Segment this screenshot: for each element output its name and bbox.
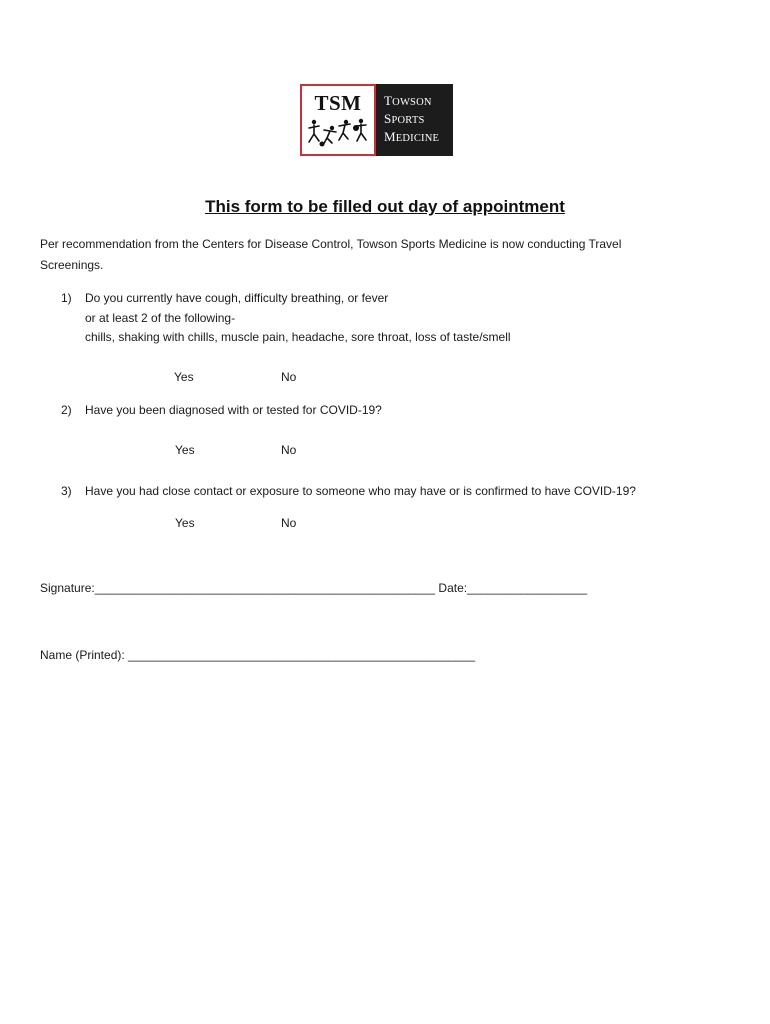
question-1-line-2: or at least 2 of the following-	[85, 311, 236, 325]
question-1-line-3: chills, shaking with chills, muscle pain, headache, sore throat, loss of taste/smell	[85, 330, 511, 344]
question-2-number: 2)	[61, 403, 72, 417]
logo-line-sports: SPORTS	[384, 111, 425, 126]
form-title: This form to be filled out day of appointment	[205, 197, 565, 216]
question-3-no-option[interactable]: No	[281, 516, 297, 530]
question-3-yes-option[interactable]: Yes	[175, 516, 195, 530]
logo-emblem	[300, 84, 376, 156]
logo-line-medicine: MEDICINE	[384, 129, 440, 144]
signature-date-line[interactable]: Signature:___________________________________________________ Date:__________________	[40, 581, 588, 595]
name-printed-line[interactable]: Name (Printed): ____________________________________________________	[40, 648, 476, 662]
intro-line-2: Screenings.	[40, 258, 104, 272]
question-2-line-1: Have you been diagnosed with or tested for COVID-19?	[85, 403, 382, 417]
logo-mark: TSM	[314, 91, 362, 115]
logo-wordmark	[376, 84, 453, 156]
athletes-icon	[306, 116, 370, 150]
intro-line-1: Per recommendation from the Centers for Disease Control, Towson Sports Medicine is now conducting Travel	[40, 237, 622, 251]
question-3-number: 3)	[61, 484, 72, 498]
question-2-no-option[interactable]: No	[281, 443, 297, 457]
question-1-yes-option[interactable]: Yes	[174, 370, 194, 384]
question-1-no-option[interactable]: No	[281, 370, 297, 384]
tsm-logo	[300, 84, 453, 156]
logo-line-towson: TOWSON	[384, 93, 432, 108]
question-1-number: 1)	[61, 291, 72, 305]
question-3-line-1: Have you had close contact or exposure to someone who may have or is confirmed to have COVID-19?	[85, 484, 636, 498]
question-1-line-1: Do you currently have cough, difficulty breathing, or fever	[85, 291, 389, 305]
question-2-yes-option[interactable]: Yes	[175, 443, 195, 457]
